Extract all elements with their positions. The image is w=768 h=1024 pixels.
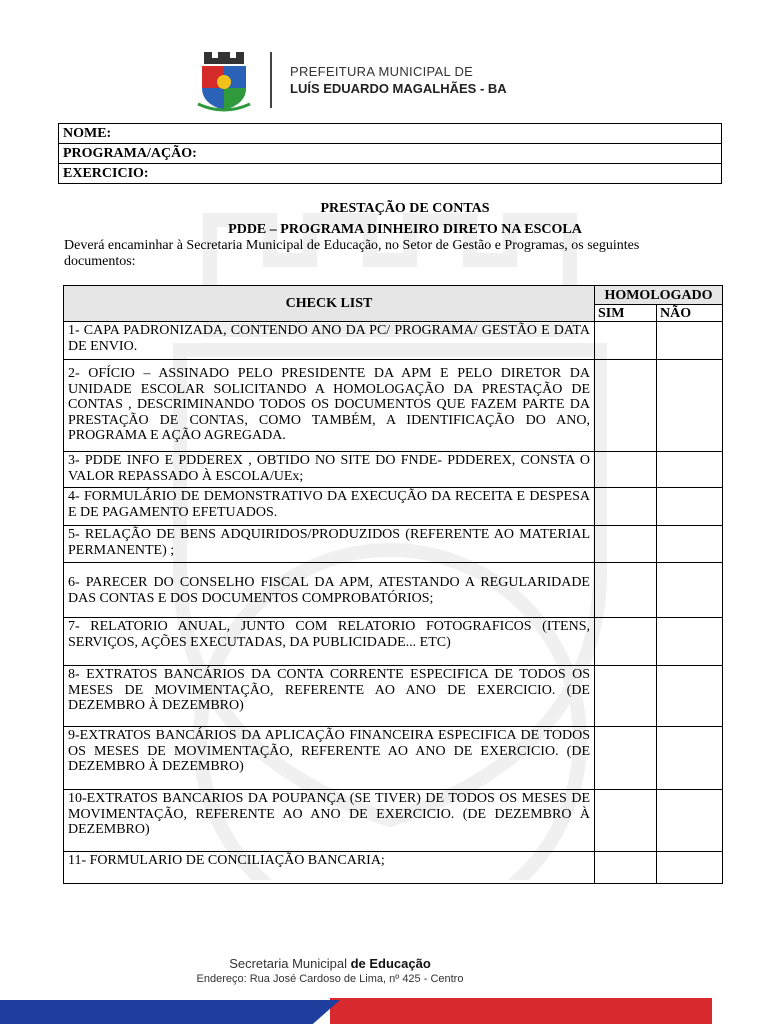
sim-checkbox[interactable]: [595, 563, 657, 618]
sim-checkbox[interactable]: [595, 790, 657, 852]
footer-address: Endereço: Rua José Cardoso de Lima, nº 425 - Centro: [196, 973, 464, 985]
sim-checkbox[interactable]: [595, 727, 657, 790]
nao-checkbox[interactable]: [657, 563, 723, 618]
nao-checkbox[interactable]: [657, 360, 723, 452]
nao-checkbox[interactable]: [657, 618, 723, 666]
exercise-field[interactable]: EXERCICIO:: [59, 164, 722, 184]
checklist-item: 9-EXTRATOS BANCÁRIOS DA APLICAÇÃO FINANCEIRA ESPECIFICA DE TODOS OS MESES DE MOVIMENTAÇÃO, REFERENTE AO ANO DE EXERCICIO. (DE DEZEMBRO À DEZEMBRO): [64, 727, 595, 790]
table-row: [64, 452, 723, 488]
checklist-table: [63, 285, 723, 884]
nao-checkbox[interactable]: [657, 727, 723, 790]
checklist-item: 1- CAPA PADRONIZADA, CONTENDO ANO DA PC/ PROGRAMA/ GESTÃO E DATA DE ENVIO.: [64, 322, 595, 360]
table-row: [64, 360, 723, 452]
homologado-header: HOMOLOGADO: [595, 286, 723, 305]
footer-red-bar: [330, 998, 712, 1024]
nao-checkbox[interactable]: [657, 322, 723, 360]
nao-checkbox[interactable]: [657, 852, 723, 884]
table-row: [64, 727, 723, 790]
checklist-item: 4- FORMULÁRIO DE DEMONSTRATIVO DA EXECUÇÃO DA RECEITA E DESPESA E DE PAGAMENTO EFETUADOS.: [64, 488, 595, 526]
nao-checkbox[interactable]: [657, 488, 723, 526]
program-title: PDDE – PROGRAMA DINHEIRO DIRETO NA ESCOLA: [228, 222, 582, 237]
checklist-header: CHECK LIST: [64, 286, 595, 322]
identification-table: [58, 123, 722, 184]
nao-header: NÃO: [657, 305, 723, 322]
checklist-item: 7- RELATORIO ANUAL, JUNTO COM RELATORIO FOTOGRAFICOS (ITENS, SERVIÇOS, AÇÕES EXECUTADAS, DA PUBLICIDADE... ETC): [64, 618, 595, 666]
checklist-item: 5- RELAÇÃO DE BENS ADQUIRIDOS/PRODUZIDOS (REFERENTE AO MATERIAL PERMANENTE) ;: [64, 526, 595, 563]
table-row: [64, 618, 723, 666]
sim-checkbox[interactable]: [595, 666, 657, 727]
program-action-field[interactable]: PROGRAMA/AÇÃO:: [59, 144, 722, 164]
table-row: [64, 852, 723, 884]
nao-checkbox[interactable]: [657, 790, 723, 852]
checklist-item: 2- OFÍCIO – ASSINADO PELO PRESIDENTE DA APM E PELO DIRETOR DA UNIDADE ESCOLAR SOLICITANDO A HOMOLOGAÇÃO DA PRESTAÇÃO DE CONTAS , DESCRIMINANDO TODOS OS DOCUMENTOS QUE FAZEM PARTE DA PRESTAÇÃO DE CONTAS, COMO TAMBÉM, A IDENTIFICAÇÃO DO ANO, PROGRAMA E AÇÃO AGREGADA.: [64, 360, 595, 452]
sim-checkbox[interactable]: [595, 452, 657, 488]
intro-text: Deverá encaminhar à Secretaria Municipal de Educação, no Setor de Gestão e Programas, os seguintes documentos:: [64, 238, 640, 269]
table-row: [64, 790, 723, 852]
footer-department-prefix: Secretaria Municipal: [229, 956, 351, 971]
footer-department: [0, 956, 660, 971]
org-name-line2: LUÍS EDUARDO MAGALHÃES - BA: [290, 81, 507, 96]
nao-checkbox[interactable]: [657, 526, 723, 563]
footer-department-strong: de Educação: [350, 956, 431, 971]
checklist-item: 3- PDDE INFO E PDDEREX , OBTIDO NO SITE DO FNDE- PDDEREX, CONSTA O VALOR REPASSADO À ESCOLA/UEx;: [64, 452, 595, 488]
sim-checkbox[interactable]: [595, 360, 657, 452]
sim-checkbox[interactable]: [595, 488, 657, 526]
municipal-crest-icon: [194, 50, 254, 114]
table-row: [64, 488, 723, 526]
table-row: [64, 563, 723, 618]
sim-checkbox[interactable]: [595, 526, 657, 563]
nao-checkbox[interactable]: [657, 666, 723, 727]
checklist-item: 6- PARECER DO CONSELHO FISCAL DA APM, ATESTANDO A REGULARIDADE DAS CONTAS E DOS DOCUMENTOS COMPROBATÓRIOS;: [64, 563, 595, 618]
sim-checkbox[interactable]: [595, 322, 657, 360]
sim-checkbox[interactable]: [595, 618, 657, 666]
table-row: [64, 322, 723, 360]
document-title: PRESTAÇÃO DE CONTAS: [320, 201, 490, 216]
header-divider: [270, 52, 272, 108]
table-row: [64, 666, 723, 727]
sim-header: SIM: [595, 305, 657, 322]
checklist-item: 11- FORMULARIO DE CONCILIAÇÃO BANCARIA;: [64, 852, 595, 884]
letterhead: [190, 44, 590, 114]
footer-blue-bar: [0, 1000, 340, 1024]
checklist-item: 10-EXTRATOS BANCARIOS DA POUPANÇA (SE TIVER) DE TODOS OS MESES DE MOVIMENTAÇÃO, REFERENTE AO ANO DE EXERCICIO. (DE DEZEMBRO À DEZEMBRO): [64, 790, 595, 852]
sim-checkbox[interactable]: [595, 852, 657, 884]
table-row: [64, 526, 723, 563]
checklist-item: 8- EXTRATOS BANCÁRIOS DA CONTA CORRENTE ESPECIFICA DE TODOS OS MESES DE MOVIMENTAÇÃO, REFERENTE AO ANO DE EXERCICIO. (DE DEZEMBRO À DEZEMBRO): [64, 666, 595, 727]
nao-checkbox[interactable]: [657, 452, 723, 488]
name-field[interactable]: NOME:: [59, 124, 722, 144]
org-name-line1: PREFEITURA MUNICIPAL DE: [290, 64, 474, 79]
